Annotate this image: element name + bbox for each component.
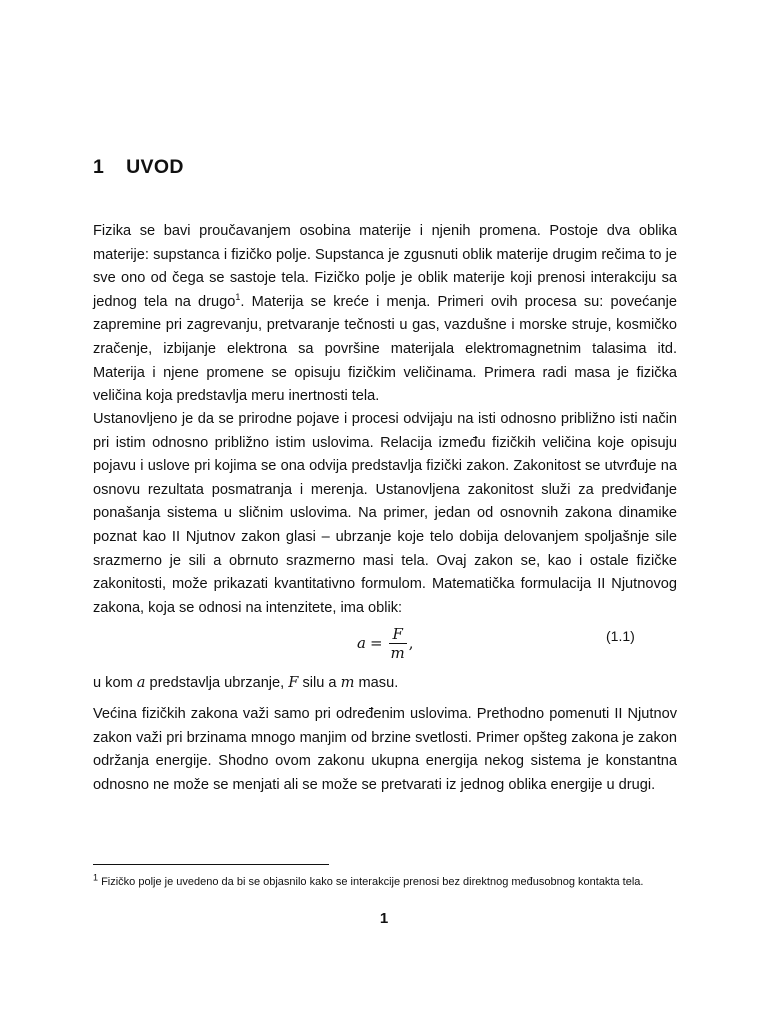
equation-newton (357, 622, 414, 664)
page-number: 1 (379, 910, 389, 927)
symbol-F: F (288, 674, 299, 691)
equation-trailing-comma: , (408, 634, 414, 652)
footnote-text: Fizičko polje je uvedeno da bi se objasnilo kako se interakcije prenosi bez direktnog međusobnog kontakta tela. (98, 876, 644, 888)
equation-lhs: a (357, 634, 366, 652)
chapter-heading (93, 156, 184, 179)
equation-denominator: m (390, 643, 405, 662)
footnote (93, 873, 683, 891)
equation-numerator: F (392, 624, 403, 643)
paragraph-intro (93, 220, 677, 409)
equation-fraction (389, 625, 407, 662)
footnote-reference[interactable]: 1 (235, 291, 241, 302)
paragraph-conditions (93, 703, 677, 797)
paragraph-laws (93, 408, 677, 620)
symbol-a: a (136, 674, 146, 691)
equation-number: (1.1) (606, 628, 635, 644)
explanation-text-2: predstavlja ubrzanje, (145, 675, 289, 691)
equation-explanation (93, 671, 677, 696)
explanation-text-3: silu a (298, 675, 341, 691)
paragraph-intro-text: Fizika se bavi proučavanjem osobina materije i njenih promena. Postoje dva oblika materije: supstanca i fizičko polje. Supstanca je zgusnuti oblik materije drugim rečima to je sve ono od čega se sastoje tela. Fizičko polje je oblik materije koji prenosi interakciju sa jednog tela na drugo (93, 223, 677, 310)
footnote-separator (93, 864, 329, 865)
chapter-number: 1 (93, 156, 105, 178)
paragraph-conditions-text: Većina fizičkih zakona važi samo pri određenim uslovima. Prethodno pomenuti II Njutnov zakon važi pri brzinama mnogo manjim od brzine svetlosti. Primer opšteg zakona je zakon održanja energije. Shodno ovom zakonu ukupna energija nekog sistema je konstantna odnosno ne može se menjati ali se može se pretvarati iz jednog oblika energije u drugi. (93, 706, 677, 793)
explanation-text-1: u kom (93, 675, 137, 691)
symbol-m: m (340, 674, 355, 691)
equation-equals: = (369, 634, 383, 652)
explanation-text-4: masu. (354, 675, 399, 691)
paragraph-intro-text-cont: . Materija se kreće i menja. Primeri ovih procesa su: povećanje zapremine pri zagrevanju, pretvaranje tečnosti u gas, vazdušne i morske struje, kosmičko zračenje, izbijanje elektrona sa površine materijala elektromagnetnim talasima itd. Materija i njene promene se opisuju fizičkim veličinama. Primera radi masa je fizička veličina koja predstavlja meru inertnosti tela. (93, 293, 677, 405)
footnote-marker: 1 (93, 872, 99, 883)
paragraph-laws-text: Ustanovljeno je da se prirodne pojave i procesi odvijaju na isti odnosno približno isti način pri istim odnosno približno istim uslovima. Relacija između fizičkih veličina koje opisuju pojavu i uslove pri kojima se ona odvija predstavlja fizički zakon. Zakonitost se utvrđuje na osnovu rezultata posmatranja i merenja. Ustanovljena zakonitost služi za predviđanje ponašanja sistema u sličnim uslovima. Na primer, jedan od osnovnih zakona dinamike poznat kao II Njutnov zakon glasi – ubrzanje koje telo dobija delovanjem spoljašnje sile srazmerno je sili a obrnuto srazmerno masi tela. Ovaj zakon se, kao i ostale fizičke zakonitosti, može prikazati kvantitativno formulom. Matematička formulacija II Njutnovog zakona, koja se odnosi na intenzitete, ima oblik: (93, 411, 677, 616)
chapter-title: UVOD (126, 156, 184, 178)
